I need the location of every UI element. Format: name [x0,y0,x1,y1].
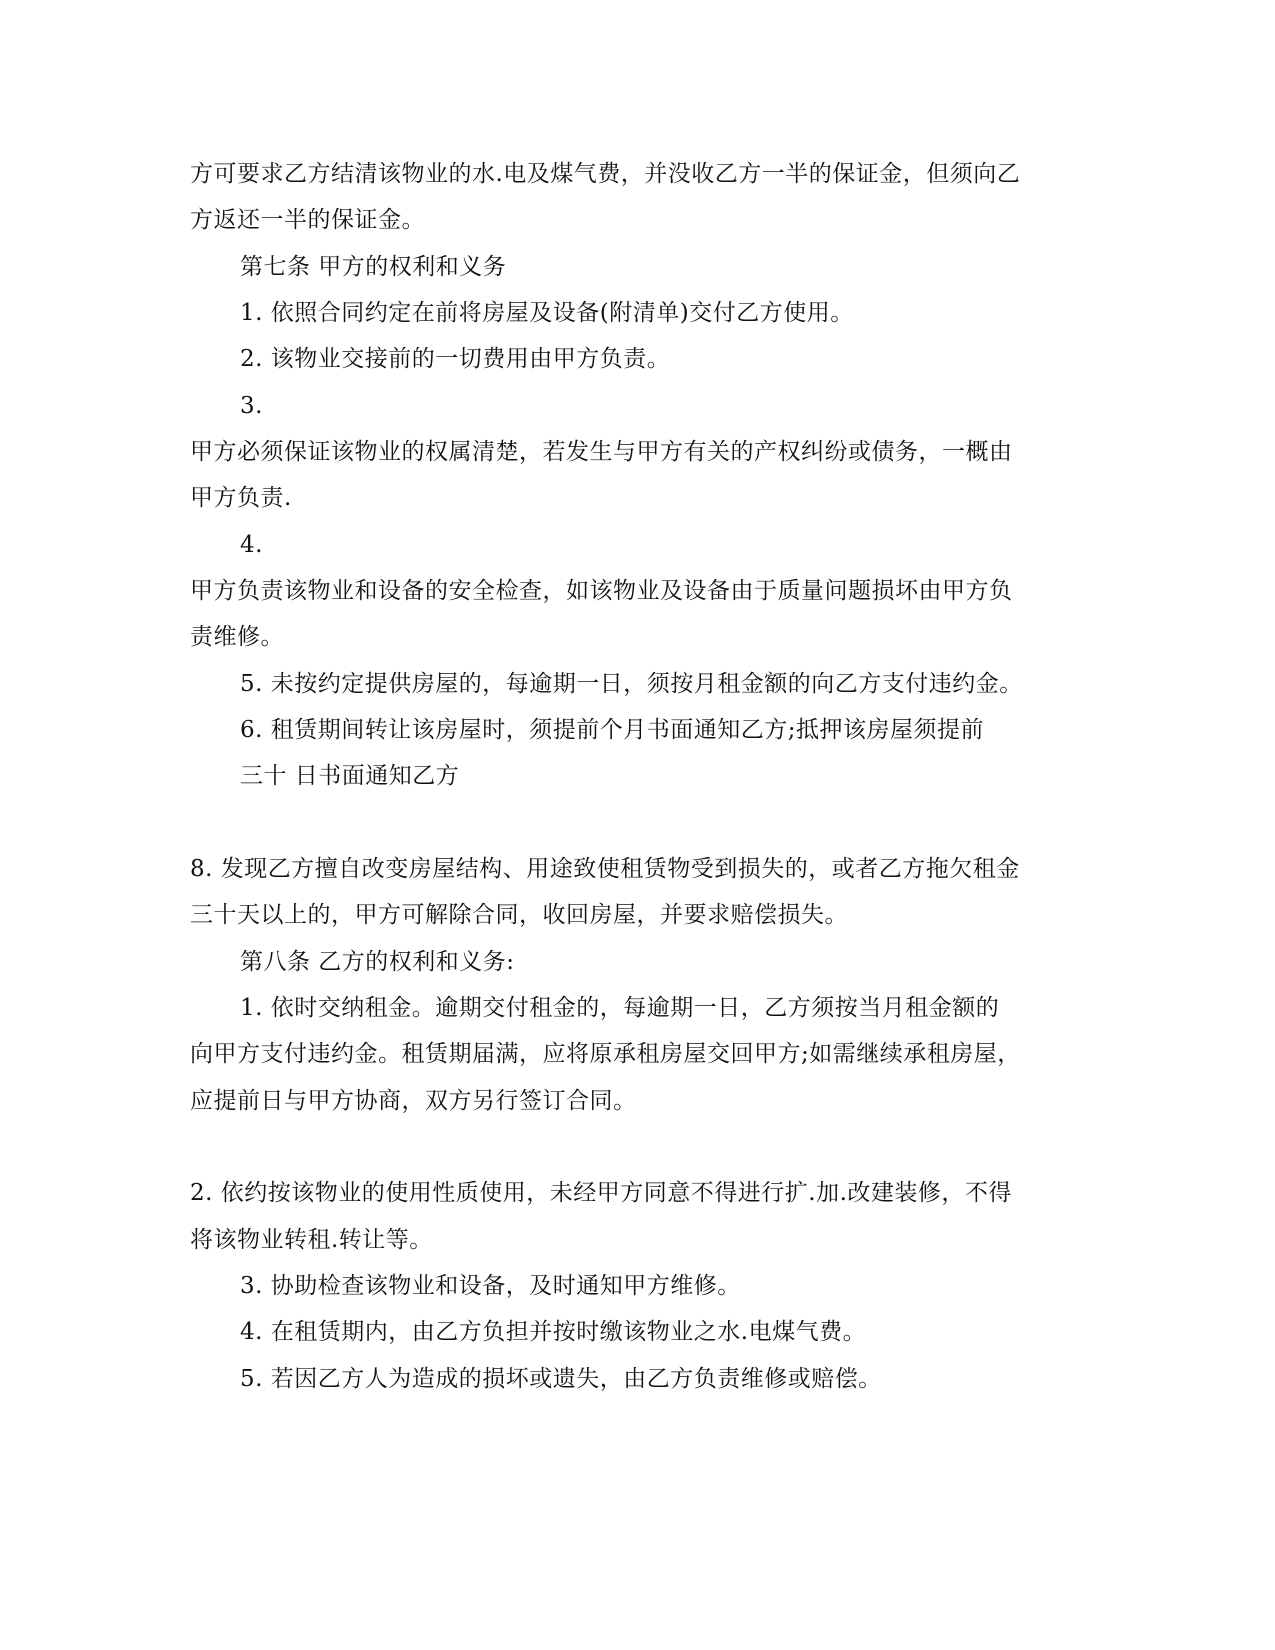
text-line: 三十天以上的，甲方可解除合同，收回房屋，并要求赔偿损失。 [190,902,848,928]
list-number: 3. [240,393,263,419]
text-line: 甲方必须保证该物业的权属清楚，若发生与甲方有关的产权纠纷或债务，一概由 [190,439,1013,465]
section-heading: 第七条 甲方的权利和义务 [240,254,507,280]
text-line: 5. 未按约定提供房屋的，每逾期一日，须按月租金额的向乙方支付违约金。 [240,671,1023,697]
text-line: 责维修。 [190,624,284,650]
text-line: 方可要求乙方结清该物业的水.电及煤气费，并没收乙方一半的保证金，但须向乙 [190,161,1021,187]
text-line: 3. 协助检查该物业和设备，及时通知甲方维修。 [240,1273,741,1299]
list-number: 4. [240,532,263,558]
text-line: 6. 租赁期间转让该房屋时，须提前个月书面通知乙方;抵押该房屋须提前 [240,717,985,743]
text-line: 2. 该物业交接前的一切费用由甲方负责。 [240,346,671,372]
text-line: 8. 发现乙方擅自改变房屋结构、用途致使租赁物受到损失的，或者乙方拖欠租金 [190,856,1020,882]
text-line: 方返还一半的保证金。 [190,207,425,233]
text-line: 甲方负责. [190,485,292,511]
text-line: 甲方负责该物业和设备的安全检查，如该物业及设备由于质量问题损坏由甲方负 [190,578,1013,604]
text-line: 向甲方支付违约金。租赁期届满，应将原承租房屋交回甲方;如需继续承租房屋， [190,1041,1021,1067]
text-line: 将该物业转租.转让等。 [190,1227,433,1253]
text-line: 三十 日书面通知乙方 [240,763,460,789]
text-line: 1. 依照合同约定在前将房屋及设备(附清单)交付乙方使用。 [240,300,854,326]
section-heading: 第八条 乙方的权利和义务: [240,949,515,975]
text-line: 4. 在租赁期内，由乙方负担并按时缴该物业之水.电煤气费。 [240,1319,867,1345]
text-line: 5. 若因乙方人为造成的损坏或遗失，由乙方负责维修或赔偿。 [240,1366,882,1392]
text-line: 2. 依约按该物业的使用性质使用，未经甲方同意不得进行扩.加.改建装修，不得 [190,1180,1012,1206]
text-line: 应提前日与甲方协商，双方另行签订合同。 [190,1088,637,1114]
text-line: 1. 依时交纳租金。逾期交付租金的，每逾期一日，乙方须按当月租金额的 [240,995,1000,1021]
